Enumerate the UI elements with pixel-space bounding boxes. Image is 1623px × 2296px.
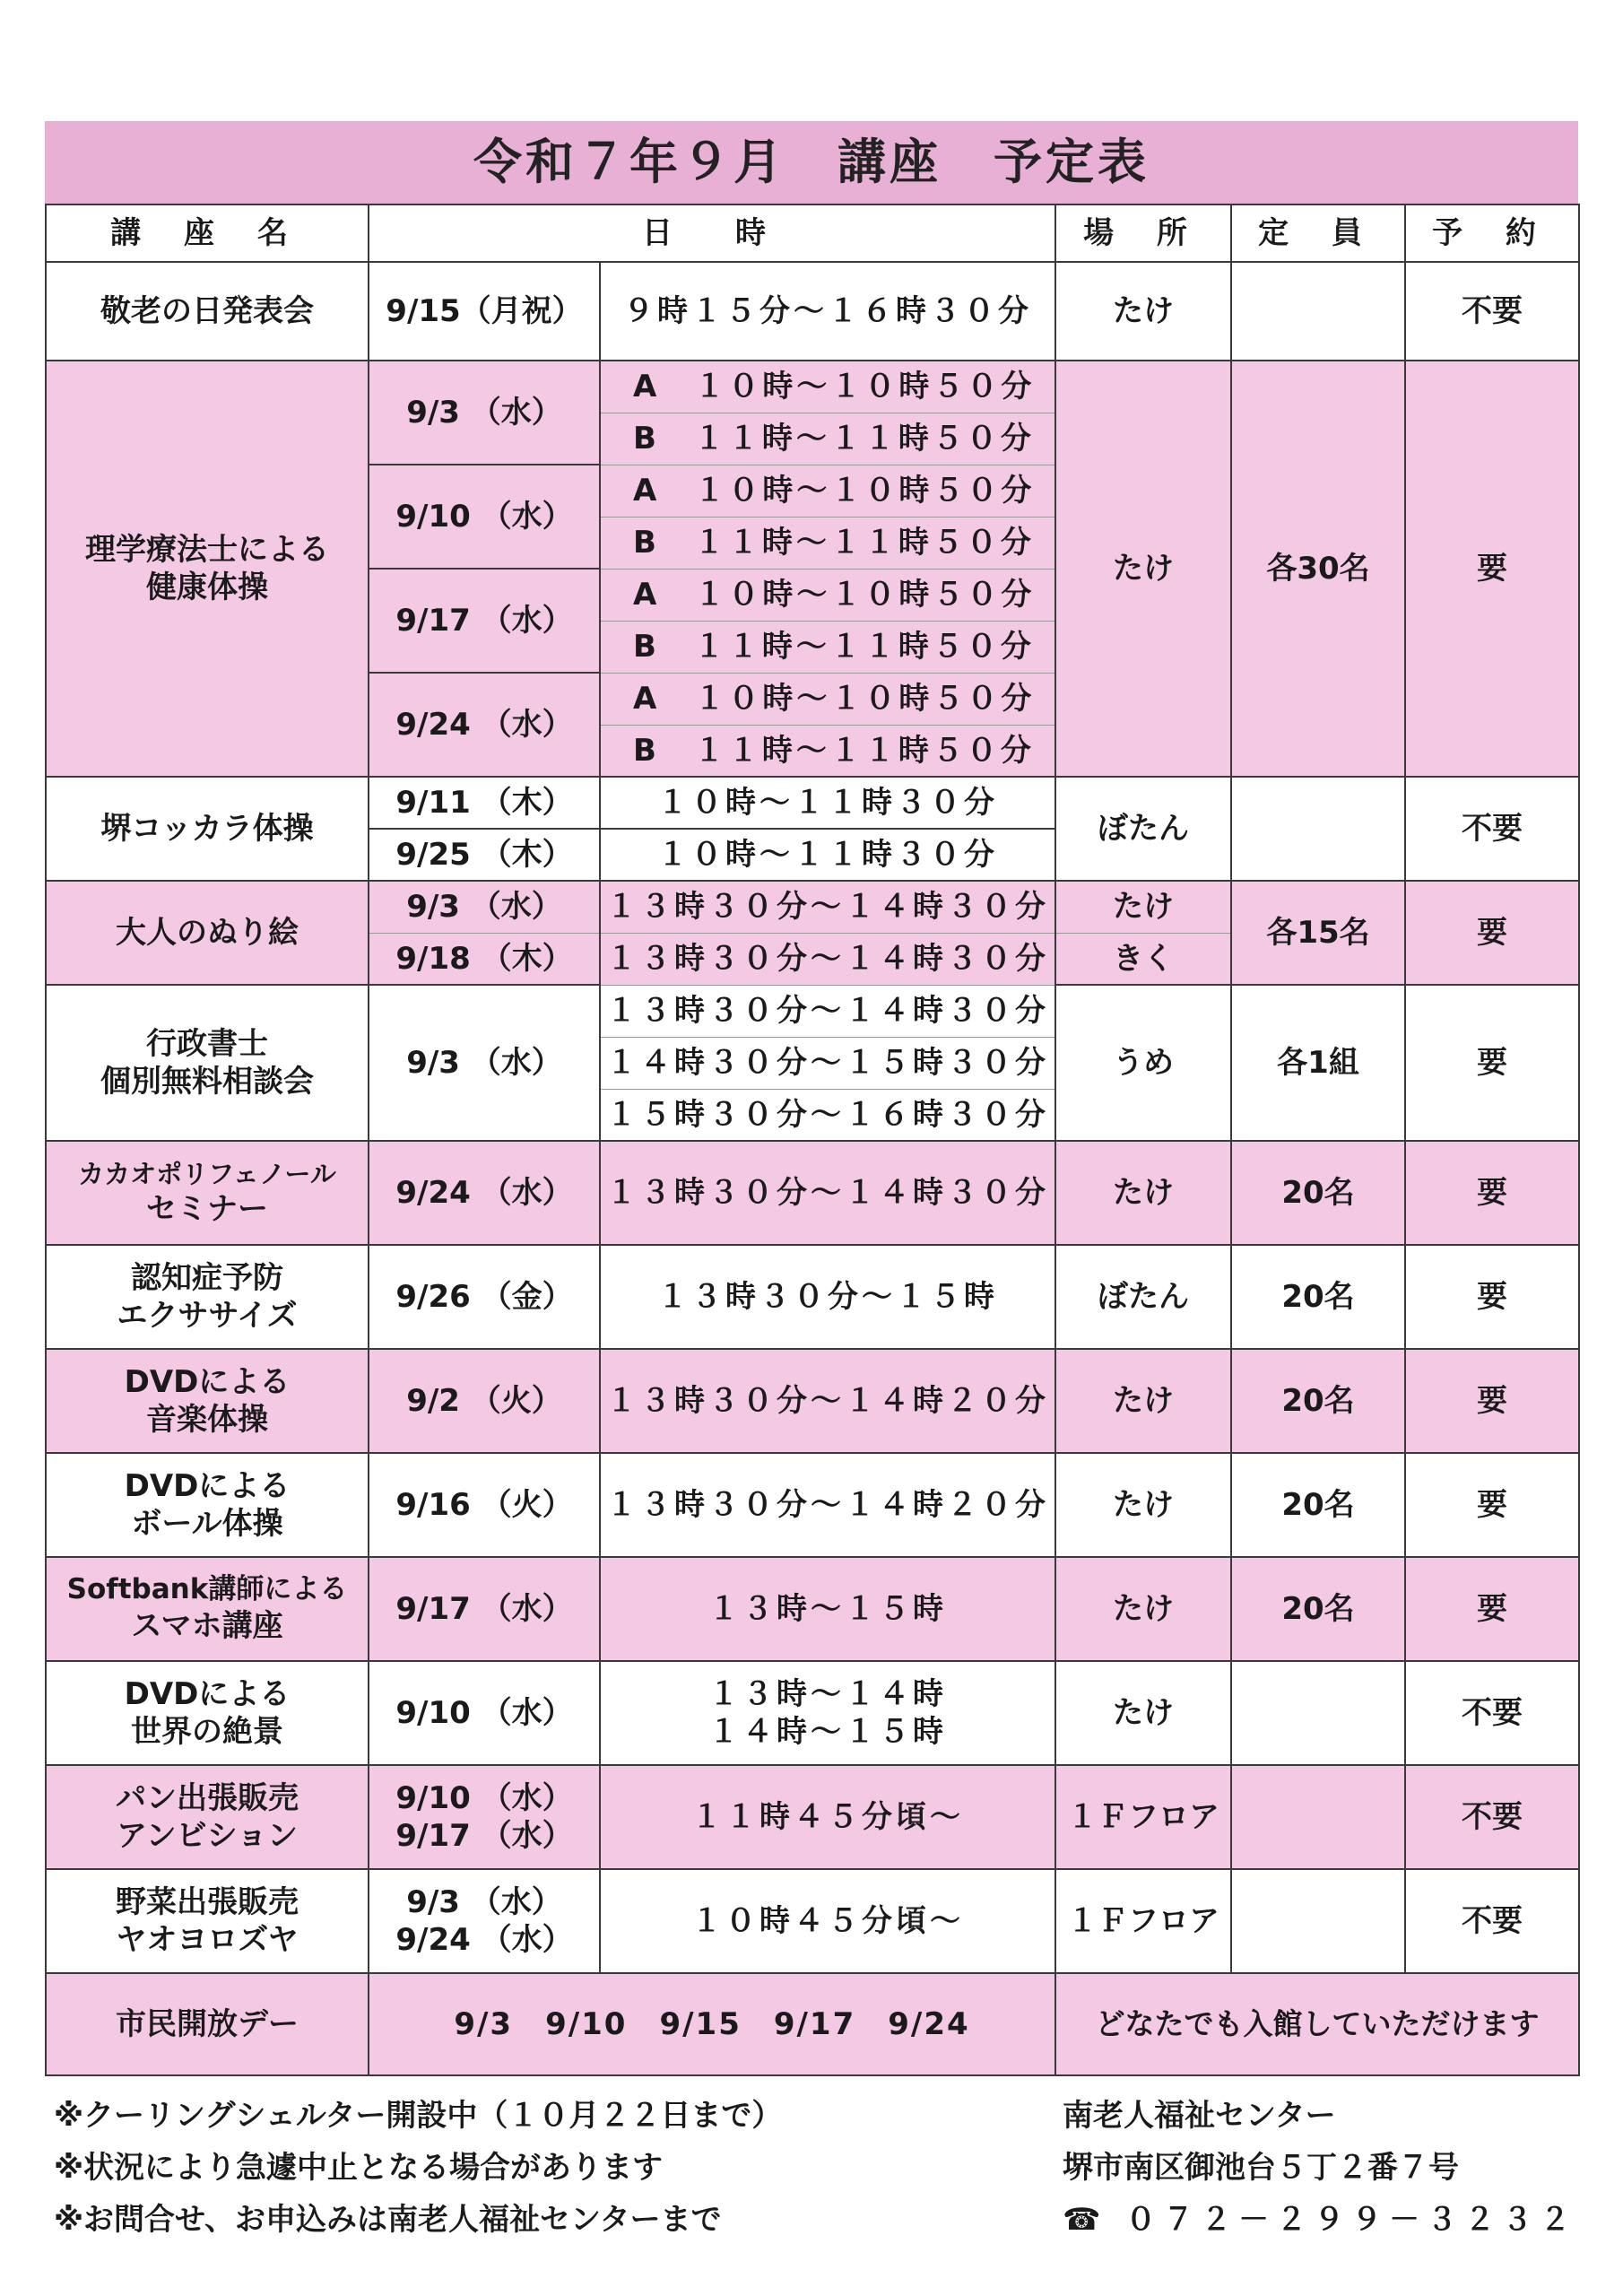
course-place: たけ [1055,1661,1231,1765]
course-name-line1: パン出張販売 [116,1779,299,1816]
course-name [46,1869,369,1973]
open-day-note: どなたでも入館していただけます [1055,1973,1579,2075]
course-date: 9/25 （木） [369,829,600,881]
footer [54,2090,1578,2251]
course-name-line2: セミナー [146,1190,268,1227]
course-time: １３時３０分～１５時 [600,1245,1055,1349]
course-place: たけ [1055,262,1231,361]
course-time-slot: B １１時～１１時５０分 [600,517,1055,569]
course-reservation: 要 [1405,985,1579,1141]
course-capacity: 20名 [1231,1557,1405,1661]
table-row [46,1453,1579,1557]
page-title: 令和７年９月 講座 予定表 [45,121,1578,204]
course-capacity: 20名 [1231,1245,1405,1349]
table-row [46,262,1579,361]
course-reservation: 不要 [1405,1765,1579,1869]
course-place: ぼたん [1055,777,1231,881]
course-capacity [1231,1765,1405,1869]
course-time: １０時４５分頃～ [600,1869,1055,1973]
course-date: 9/17 （水） [369,1557,600,1661]
course-name-line2: スマホ講座 [131,1608,283,1645]
course-name: 堺コッカラ体操 [46,777,369,881]
course-time: ９時１５分～１６時３０分 [600,262,1055,361]
header-place: 場 所 [1055,204,1231,262]
course-name-line1: DVDによる [124,1467,291,1504]
course-name-line2: 健康体操 [146,570,268,605]
course-date: 9/3 （水） [369,361,600,465]
course-date [369,1869,600,1973]
header-name: 講 座 名 [46,204,369,262]
course-place: たけ [1055,1453,1231,1557]
course-time-slot: A １０時～１０時５０分 [600,361,1055,413]
course-date: 9/24 （水） [369,1141,600,1245]
course-time: １３時３０分～１４時３０分 [600,933,1055,985]
table-row [46,985,1579,1037]
course-capacity: 各30名 [1231,361,1405,777]
course-name [46,985,369,1141]
course-date: 9/11 （木） [369,777,600,829]
course-place: たけ [1055,881,1231,933]
table-row [46,1141,1579,1245]
course-name-line1: 認知症予防 [131,1259,283,1296]
course-name-line2: ヤオヨロズヤ [116,1922,299,1958]
course-place: きく [1055,933,1231,985]
course-place: たけ [1055,1557,1231,1661]
course-time: １４時３０分～１５時３０分 [600,1037,1055,1089]
course-capacity: 20名 [1231,1349,1405,1453]
org-phone: ☎ ０７２－２９９－３２３２ [1063,2202,1578,2238]
course-capacity [1231,1869,1405,1973]
course-reservation: 要 [1405,1141,1579,1245]
course-date: 9/10 （水） [369,1661,600,1765]
course-date: 9/15（月祝） [369,262,600,361]
course-reservation: 要 [1405,1245,1579,1349]
course-time: １０時～１１時３０分 [600,829,1055,881]
course-reservation: 不要 [1405,262,1579,361]
course-name-line1: カカオポリフェノール [78,1158,336,1189]
header-reservation: 予 約 [1405,204,1579,262]
header-row [46,204,1579,262]
course-name [46,1245,369,1349]
footer-contact [1063,2090,1577,2246]
course-name [46,1141,369,1245]
course-time-slot: A １０時～１０時５０分 [600,569,1055,621]
course-name-line2: 世界の絶景 [131,1714,283,1750]
course-time: １３時３０分～１４時３０分 [600,1141,1055,1245]
footer-note: ※お問合せ、お申込みは南老人福祉センターまで [54,2202,722,2238]
course-reservation: 要 [1405,361,1579,777]
header-datetime: 日 時 [369,204,1055,262]
course-date-line2: 9/17 （水） [395,1818,573,1854]
table-row [46,1557,1579,1661]
course-capacity [1231,777,1405,881]
course-date: 9/17 （水） [369,569,600,673]
course-time: １３時３０分～１４時３０分 [600,881,1055,933]
course-time: １３時３０分～１４時２０分 [600,1453,1055,1557]
table-row [46,777,1579,829]
table-row [46,1869,1579,1973]
course-name: 敬老の日発表会 [46,262,369,361]
course-place: １Ｆフロア [1055,1765,1231,1869]
course-capacity: 20名 [1231,1453,1405,1557]
course-place: たけ [1055,1141,1231,1245]
table-row [46,1661,1579,1765]
course-name-line1: DVDによる [124,1363,291,1400]
course-name-line2: アンビション [117,1818,298,1854]
course-time-slot: B １１時～１１時５０分 [600,725,1055,777]
course-capacity: 20名 [1231,1141,1405,1245]
course-time: １５時３０分～１６時３０分 [600,1089,1055,1141]
table-row [46,361,1579,413]
course-place: たけ [1055,361,1231,777]
course-name-line2: エクササイズ [117,1298,298,1334]
course-reservation: 要 [1405,1453,1579,1557]
course-reservation: 要 [1405,1557,1579,1661]
course-name [46,1765,369,1869]
table-row [46,881,1579,933]
course-time-slot: A １０時～１０時５０分 [600,465,1055,517]
course-name-line1: Softbank講師による [66,1573,348,1606]
course-date [369,1765,600,1869]
footer-note: ※クーリングシェルター開設中（１０月２２日まで） [54,2098,783,2134]
course-place: ぼたん [1055,1245,1231,1349]
course-date-line1: 9/10 （水） [395,1779,573,1816]
course-date: 9/3 （水） [369,881,600,933]
open-day-dates: 9/3 9/10 9/15 9/17 9/24 [369,1973,1055,2075]
course-name [46,1453,369,1557]
course-place: １Ｆフロア [1055,1869,1231,1973]
course-date: 9/16 （火） [369,1453,600,1557]
footer-note: ※状況により急遽中止となる場合があります [54,2150,664,2186]
footer-notes [54,2090,782,2246]
course-place: うめ [1055,985,1231,1141]
course-name-line1: 行政書士 [146,1025,268,1062]
course-time-line1: １３時～１４時 [708,1675,947,1712]
course-capacity [1231,1661,1405,1765]
course-name [46,1557,369,1661]
course-reservation: 不要 [1405,1661,1579,1765]
course-name-line2: 音楽体操 [146,1402,268,1438]
course-reservation: 要 [1405,1349,1579,1453]
course-place: たけ [1055,1349,1231,1453]
course-date: 9/10 （水） [369,465,600,569]
course-time: １３時３０分～１４時３０分 [600,985,1055,1037]
course-date: 9/2 （火） [369,1349,600,1453]
course-name-line1: 理学療法士による [85,531,329,568]
course-time-slot: A １０時～１０時５０分 [600,673,1055,725]
course-time: １１時４５分頃～ [600,1765,1055,1869]
course-name: 大人のぬり絵 [46,881,369,985]
schedule-table [45,204,1580,2076]
course-name-line1: DVDによる [124,1675,291,1712]
course-date: 9/26 （金） [369,1245,600,1349]
schedule-sheet [45,121,1578,2076]
course-capacity: 各15名 [1231,881,1405,985]
org-name: 南老人福祉センター [1063,2098,1336,2134]
course-date: 9/18 （木） [369,933,600,985]
course-name [46,1349,369,1453]
course-capacity [1231,262,1405,361]
course-name-line2: ボール体操 [131,1506,283,1542]
course-date-line1: 9/3 （水） [406,1883,562,1920]
course-time: １３時～１５時 [600,1557,1055,1661]
table-row [46,1765,1579,1869]
course-name-line1: 野菜出張販売 [116,1883,299,1920]
course-name-line2: 個別無料相談会 [100,1064,314,1100]
course-name [46,361,369,777]
course-time-slot: B １１時～１１時５０分 [600,621,1055,673]
course-name: 市民開放デー [46,1973,369,2075]
course-time-line2: １４時～１５時 [708,1714,947,1750]
course-time: １３時３０分～１４時２０分 [600,1349,1055,1453]
table-row [46,1349,1579,1453]
course-name [46,1661,369,1765]
header-capacity: 定 員 [1231,204,1405,262]
course-date: 9/24 （水） [369,673,600,777]
org-address: 堺市南区御池台５丁２番７号 [1063,2150,1459,2186]
course-reservation: 要 [1405,881,1579,985]
course-time: １０時～１１時３０分 [600,777,1055,829]
table-row [46,1973,1579,2075]
course-date-line2: 9/24 （水） [395,1922,573,1958]
course-reservation: 不要 [1405,777,1579,881]
table-row [46,1245,1579,1349]
course-reservation: 不要 [1405,1869,1579,1973]
course-time-slot: B １１時～１１時５０分 [600,413,1055,465]
course-time [600,1661,1055,1765]
course-date: 9/3 （水） [369,985,600,1141]
course-capacity: 各1組 [1231,985,1405,1141]
